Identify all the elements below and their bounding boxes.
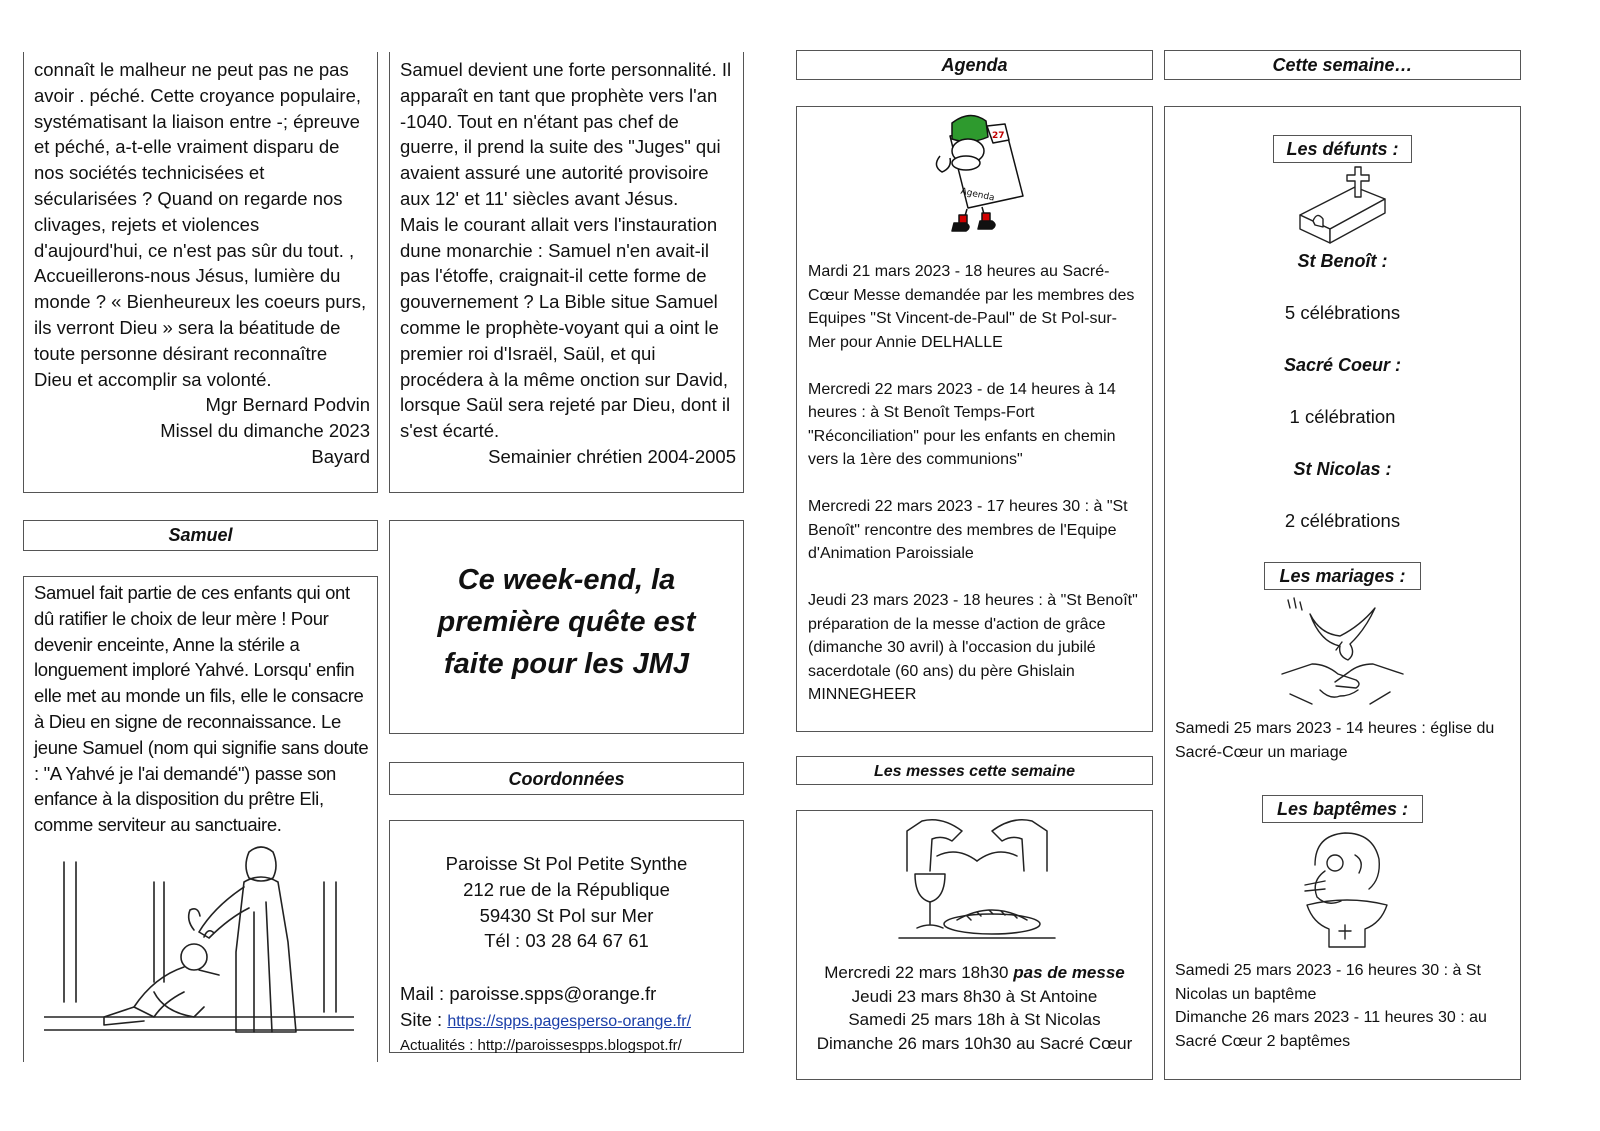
calendar-number: 27 — [992, 131, 1005, 141]
parish-st-benoit: St Benoît : — [1297, 251, 1388, 271]
parish-sacre-coeur: Sacré Coeur : — [1283, 355, 1402, 375]
source-text: Semainier chrétien 2004-2005 — [488, 445, 736, 467]
parish-site — [400, 1007, 740, 1035]
samuel-paragraph-1: Samuel devient une forte personnalité. Il apparaît en tant que prophète vers l'an -1040. Tout en n'étant pas chef de guerre, il prend la suite des "Juges" qui avaient assuré une autorité provisoire aux 12' et 11' siècles avant Jésus. — [400, 59, 732, 209]
baptemes-label: Les baptêmes : — [1262, 795, 1423, 823]
eucharist-illustration — [897, 816, 1057, 944]
count-st-benoit: 5 célébrations — [1284, 302, 1401, 323]
parish-name: Paroisse St Pol Petite Synthe — [445, 853, 688, 874]
coordonnees-heading: Coordonnées — [389, 762, 744, 795]
quete-box — [389, 520, 744, 734]
messe-line-4: Dimanche 26 mars 10h30 au Sacré Cœur — [816, 1033, 1133, 1053]
messes-box — [796, 810, 1153, 1080]
agenda-heading: Agenda — [796, 50, 1153, 80]
quete-line-2: première quête est — [437, 606, 696, 638]
parish-street: 212 rue de la République — [463, 878, 670, 900]
site-label: Site : — [400, 1008, 448, 1030]
count-st-nicolas: 2 célébrations — [1284, 510, 1401, 531]
samuel-paragraph-2: Mais le courant allait vers l'instauration dune monarchie : Samuel n'en avait-il pas l'étoffe, craignait-il cette forme de gouvernement ? La Bible situe Samuel comme le prophète-voyant qui a oint le premier roi d'Israël, Saül, et qui procédera à la même onction sur David, lorsque Saül sera rejeté par Dieu, dont il s'est écarté. — [400, 213, 731, 442]
parish-city: 59430 St Pol sur Mer — [479, 904, 654, 926]
site-link[interactable]: https://spps.pagesperso-orange.fr/ — [447, 1012, 692, 1030]
coordonnees-box — [389, 820, 744, 1053]
count-sacre-coeur: 1 célébration — [1289, 406, 1396, 427]
meditation-text: connaît le malheur ne peut pas ne pas avoir . péché. Cette croyance populaire, systématisant la liaison entre -; épreuve et péché, a-t-elle vraiment disparu de nos sociétés technicisées et sécularisées ? Quand on regarde nos clivages, rejets et violences d'aujourd'hui, ce n'est pas sûr du tout. , Accueillerons-nous Jésus, lumière du monde ? « Bienheureux les coeurs purs, ils verront Dieu » sera la béatitude de toute personne désirant reconnaître Dieu et accomplir sa volonté. — [34, 59, 367, 390]
parish-news: Actualités : http://paroissespps.blogspot.fr/ — [400, 1036, 682, 1054]
messe-line-3: Samedi 25 mars 18h à St Nicolas — [848, 1010, 1101, 1029]
agenda-mascot-label: Agenda — [959, 186, 996, 204]
agenda-event-3: Mercredi 22 mars 2023 - 17 heures 30 : à "St Benoît" rencontre des membres de l'Equipe d'Animation Paroissiale — [808, 498, 1128, 562]
baptism-icon — [1295, 825, 1395, 950]
signature-book: Missel du dimanche 2023 — [160, 420, 370, 442]
semaine-box — [1164, 106, 1521, 1080]
signature-author: Mgr Bernard Podvin — [205, 394, 370, 416]
parish-st-nicolas: St Nicolas : — [1293, 459, 1392, 479]
messe-line-1-cancelled: pas de messe — [1013, 963, 1125, 982]
messes-heading: Les messes cette semaine — [796, 756, 1153, 785]
meditation-box — [23, 52, 378, 493]
defunts-label: Les défunts : — [1273, 135, 1411, 163]
anointing-illustration — [44, 842, 354, 1047]
parish-phone: Tél : 03 28 64 67 61 — [484, 930, 649, 952]
quete-line-3: faite pour les JMJ — [444, 648, 689, 680]
samuel-box — [23, 576, 378, 1062]
signature-publisher: Bayard — [311, 445, 370, 467]
messe-line-1-main: Mercredi 22 mars 18h30 — [824, 963, 1014, 982]
mariage-text: Samedi 25 mars 2023 - 14 heures : église du Sacré-Cœur un mariage — [1175, 720, 1495, 761]
bapteme-text-2: Dimanche 26 mars 2023 - 11 heures 30 : au Sacré Cœur 2 baptêmes — [1175, 1009, 1487, 1050]
dove-hands-icon — [1280, 594, 1405, 714]
grave-cross-icon — [1295, 165, 1395, 245]
samuel-text: Samuel fait partie de ces enfants qui ont dû ratifier le choix de leur mère ! Pour devenir enceinte, Anne la stérile a longuement imploré Yahvé. Lorsqu' enfin elle met au monde un fils, elle le consacre à Dieu en signe de reconnaissance. Le jeune Samuel (nom qui signifie sans doute : "A Yahvé je l'ai demandé") passe son enfance à la disposition du prêtre Eli, comme serviteur au sanctuaire. — [34, 582, 369, 836]
agenda-box — [796, 106, 1153, 732]
agenda-mascot-icon — [932, 111, 1032, 239]
bapteme-text-1: Samedi 25 mars 2023 - 16 heures 30 : à St Nicolas un baptême — [1175, 962, 1481, 1003]
semaine-heading: Cette semaine… — [1164, 50, 1521, 80]
parish-mail: Mail : paroisse.spps@orange.fr — [400, 983, 657, 1004]
agenda-event-2: Mercredi 22 mars 2023 - de 14 heures à 14 heures : à St Benoît Temps-Fort "Réconciliation" pour les enfants en chemin vers la 1ère des communions" — [808, 380, 1116, 468]
samuel-heading: Samuel — [23, 520, 378, 551]
messe-line-2: Jeudi 23 mars 8h30 à St Antoine — [851, 986, 1098, 1006]
agenda-event-1: Mardi 21 mars 2023 - 18 heures au Sacré-Cœur Messe demandée par les membres des Equipes "St Vincent-de-Paul" de St Pol-sur-Mer pour Annie DELHALLE — [808, 263, 1135, 351]
quete-line-1: Ce week-end, la — [457, 564, 676, 596]
mariages-label: Les mariages : — [1264, 562, 1420, 590]
messe-line-1 — [797, 961, 1152, 985]
agenda-event-4: Jeudi 23 mars 2023 - 18 heures : à "St Benoît" préparation de la messe d'action de grâce (dimanche 30 avril) à l'occasion du jubilé sacerdotale (60 ans) du père Ghislain MINNEGHEER — [808, 592, 1138, 703]
samuel-personality-box — [389, 52, 744, 493]
